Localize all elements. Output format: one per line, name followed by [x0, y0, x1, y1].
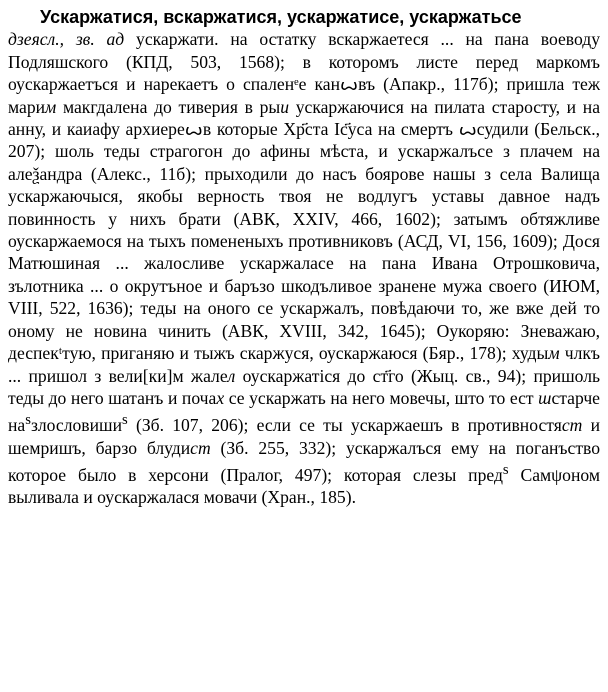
entry-superscript-1: s [25, 412, 31, 429]
entry-italic-3: м [548, 343, 560, 364]
entry-italic-8: ст [190, 437, 211, 458]
entry-italic-5: х [216, 387, 225, 408]
entry-text-6: се ускаржать на него мовечы, што то ест [224, 387, 534, 408]
entry-text-11: (Зб. 255, 332); ускаржалъся ему на поганъство которое было в херсони (Пралог, 497); которая слезы пред [8, 437, 601, 485]
entry-text-12: Самψоном выливала и оускаржалася мовачи (Хран., 185). [8, 464, 600, 508]
entry-text-3: ускаржаючися на пилата старосту, и на анну, и каиафу архиереꙍв которые Хр҃ста Іс҃уса на смертъ ꙍсудили (Бельск., 207); шоль теды страгогон до афины мѣста, и ускаржалъсе з плачем на алеѯандра (Алекс., 11б); пpыходили до насъ боярове нашы з села Валища ускаржаючыся, якобы верность твоя не водлугъ уставы давное надъ повинность у нихъ брати (АВК, XXIV, 466, 1602); затымъ обтяжливе оускаржаемося на тыхъ помененыхъ противниковъ (АСД, VI, 156, 1609); Дося Матюшиная ... жалосливе ускаржаласе на пана Ивана Отрошковича, зълотника ... о окрутъное и баръзо шкодъливое зранене мужа своего (ИЮМ, VIII, 522, 1636); теды на оного се ускаржалъ, повѣдаючи то, же вже дей то оному не новина чинить (АВК, XVIII, 342, 1645); Оукоряю: Зневажаю, деспекᵗтую, приганяю и тыжъ скаржуся, оускаржаюся (Бяр., 178); худы [8, 96, 601, 364]
entry-italic-1: м [45, 96, 57, 117]
entry-italic-7: ст [561, 415, 583, 436]
entry-text-9: (Зб. 107, 206); если се ты ускаржаешъ в противностя [127, 415, 562, 436]
entry-grammar: дзеясл., зв. ад [8, 29, 125, 50]
entry-italic-2: и [280, 96, 290, 117]
entry-italic-4: л [227, 365, 236, 386]
entry-headword: Ускаржатися, вскаржатися, ускаржатисе, ускаржатьсе [40, 7, 522, 27]
entry-base: ускаржати. [136, 29, 219, 50]
entry-text-7: старче на [8, 387, 600, 436]
dictionary-page [8, 6, 600, 686]
dictionary-entry [8, 6, 600, 509]
entry-text-4: члкъ ... пришол з вели[ки]м жале [8, 343, 600, 386]
entry-text-5: оускаржатіся до ст҃го (Жыц. св., 94); пришоль теды до него шатанъ и поча [8, 365, 600, 408]
entry-italic-6: ш [538, 387, 552, 408]
entry-text-2: макгдалена до тиверия в ры [56, 96, 281, 117]
entry-text-10: и шемришъ, барзо блуди [8, 415, 600, 458]
entry-text-8: злословиши [30, 415, 122, 436]
entry-superscript-3: s [502, 461, 509, 478]
entry-text-1: на остатку вскаржаетеся ... на пана воеводу Подляшского (КПД, 503, 1568); в которомъ листе перед маркомъ оускаржаетъся и нарекаетъ о спаленᵉе канꙍвъ (Апакр., 117б); пришла теж мари [8, 29, 601, 117]
entry-superscript-2: s [122, 412, 128, 429]
